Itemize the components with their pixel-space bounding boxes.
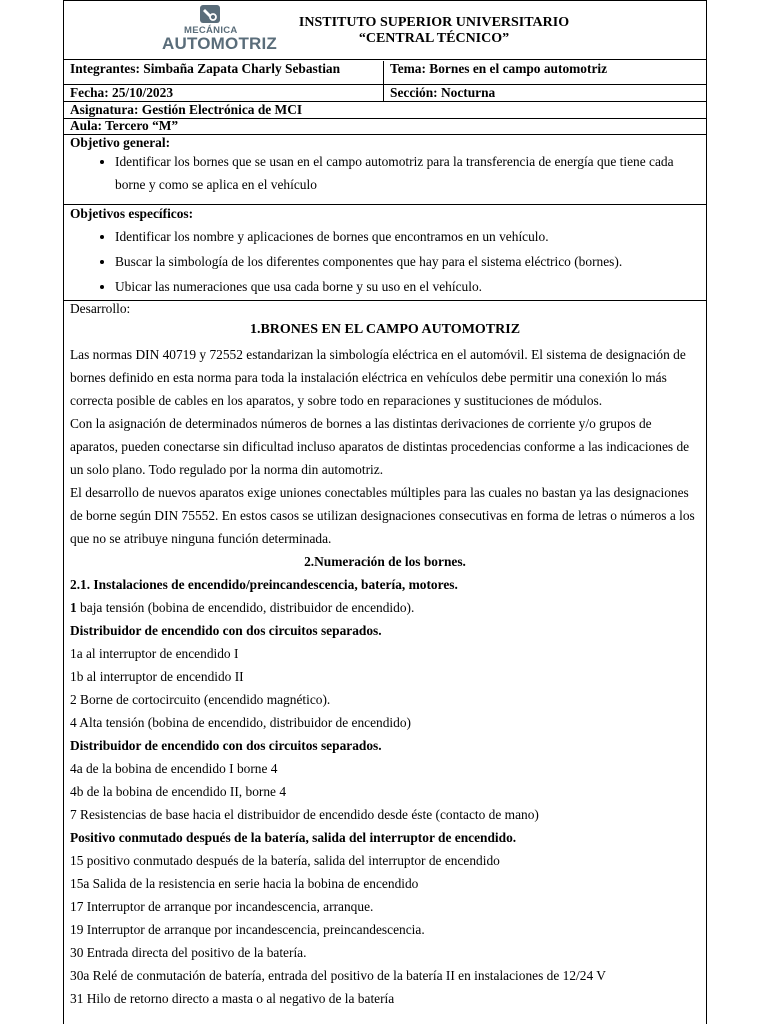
- objetivo-general-list: [70, 150, 706, 196]
- list-item: • Buscar la simbología de los diferentes componentes que hay para el sistema eléctrico (bornes).: [115, 249, 706, 274]
- institute-line1: INSTITUTO SUPERIOR UNIVERSITARIO: [298, 15, 570, 30]
- paragraph-3: El desarrollo de nuevos aparatos exige uniones conectables múltiples para las cuales no bastan ya las designaciones de borne según DIN 75552. En estos casos se utilizan designaciones consecutivas en forma de letras o números a los que no se atribuye ninguna función determinada.: [70, 485, 695, 546]
- line-borne-4a: 4a de la bobina de encendido I borne 4: [70, 761, 278, 776]
- institute-name: [244, 15, 624, 47]
- line-borne-4b: 4b de la bobina de encendido II, borne 4: [70, 784, 287, 799]
- list-item: • Identificar los nombre y aplicaciones de bornes que encontramos en un vehículo.: [115, 224, 706, 249]
- line-borne-30a: 30a Relé de conmutación de batería, entrada del positivo de la batería II en instalaciones de 12/24 V: [70, 968, 606, 983]
- objetivos-especificos-heading: Objetivos específicos:: [70, 206, 194, 221]
- subheading-distribuidor-2: Distribuidor de encendido con dos circuitos separados.: [70, 738, 382, 753]
- section2-title: 2.Numeración de los bornes.: [304, 554, 466, 569]
- integrantes-cell: Integrantes: Simbaña Zapata Charly Sebastian: [64, 61, 384, 84]
- line-borne-4: 4 Alta tensión (bobina de encendido, distribuidor de encendido): [70, 715, 412, 730]
- desarrollo-section: [64, 301, 706, 1010]
- line-borne-7: 7 Resistencias de base hacia el distribuidor de encendido desde éste (contacto de mano): [70, 807, 539, 822]
- objetivos-especificos-list: [70, 222, 706, 299]
- asignatura-row: Asignatura: Gestión Electrónica de MCI: [64, 102, 706, 119]
- line-borne-31: 31 Hilo de retorno directo a masta o al negativo de la batería: [70, 991, 395, 1006]
- fecha-cell: Fecha: 25/10/2023: [64, 85, 384, 101]
- aula-row: Aula: Tercero “M”: [64, 119, 706, 135]
- line-borne-1b: 1b al interruptor de encendido II: [70, 669, 244, 684]
- borne-text: baja tensión (bobina de encendido, distribuidor de encendido).: [76, 600, 415, 615]
- document-page: [63, 0, 707, 1024]
- objetivos-especificos-section: [64, 205, 706, 301]
- info-row-fecha: [64, 85, 706, 102]
- paragraph-1: Las normas DIN 40719 y 72552 estandarizan la simbología eléctrica en el automóvil. El sistema de designación de bornes definido en esta norma para toda la instalación eléctrica en vehículos debe permitir una conexión lo más correcta posible de cables en los aparatos, y sobre todo en reparaciones y sustituciones de módulos.: [70, 347, 686, 408]
- paragraph-2: Con la asignación de determinados números de bornes a las distintas derivaciones de corriente y/o grupos de aparatos, pueden conectarse sin dificultad incluso aparatos de distintas procedencias conforme a las indicaciones de un solo plano. Todo regulado por la norma din automotriz.: [70, 416, 690, 477]
- logo-text-bottom: AUTOMOTRIZ: [162, 34, 278, 53]
- seccion-cell: Sección: Nocturna: [390, 85, 496, 100]
- subheading-positivo: Positivo conmutado después de la batería, salida del interruptor de encendido.: [70, 830, 517, 845]
- institute-line2: “CENTRAL TÉCNICO”: [358, 31, 510, 46]
- section1-title: 1.BRONES EN EL CAMPO AUTOMOTRIZ: [249, 322, 521, 337]
- line-borne-17: 17 Interruptor de arranque por incandescencia, arranque.: [70, 899, 374, 914]
- info-row-integrantes: [64, 60, 706, 85]
- list-item: • Ubicar las numeraciones que usa cada borne y su uso en el vehículo.: [115, 274, 706, 299]
- line-borne-15: 15 positivo conmutado después de la batería, salida del interruptor de encendido: [70, 853, 500, 868]
- logo-emblem-icon: [198, 5, 222, 25]
- header-row: [64, 0, 706, 60]
- tema-cell: Tema: Bornes en el campo automotriz: [390, 61, 608, 76]
- subheading-distribuidor-1: Distribuidor de encendido con dos circuitos separados.: [70, 623, 382, 638]
- subsection-2-1-title: 2.1. Instalaciones de encendido/preincandescencia, batería, motores.: [70, 577, 458, 592]
- line-borne-15a: 15a Salida de la resistencia en serie hacia la bobina de encendido: [70, 876, 419, 891]
- line-borne-1: [70, 596, 700, 619]
- objetivo-general-section: [64, 135, 706, 205]
- list-item: • Identificar los bornes que se usan en el campo automotriz para la transferencia de energía que tiene cada borne y como se aplica en el vehículo: [115, 150, 706, 196]
- line-borne-1a: 1a al interruptor de encendido I: [70, 646, 239, 661]
- line-borne-19: 19 Interruptor de arranque por incandescencia, preincandescencia.: [70, 922, 425, 937]
- line-borne-30: 30 Entrada directa del positivo de la batería.: [70, 945, 307, 960]
- logo-text-top: MECÁNICA: [184, 25, 238, 36]
- desarrollo-label: Desarrollo:: [70, 301, 131, 316]
- borne-number: 1: [70, 600, 77, 615]
- objetivo-general-heading: Objetivo general:: [70, 135, 171, 150]
- line-borne-2: 2 Borne de cortocircuito (encendido magnético).: [70, 692, 331, 707]
